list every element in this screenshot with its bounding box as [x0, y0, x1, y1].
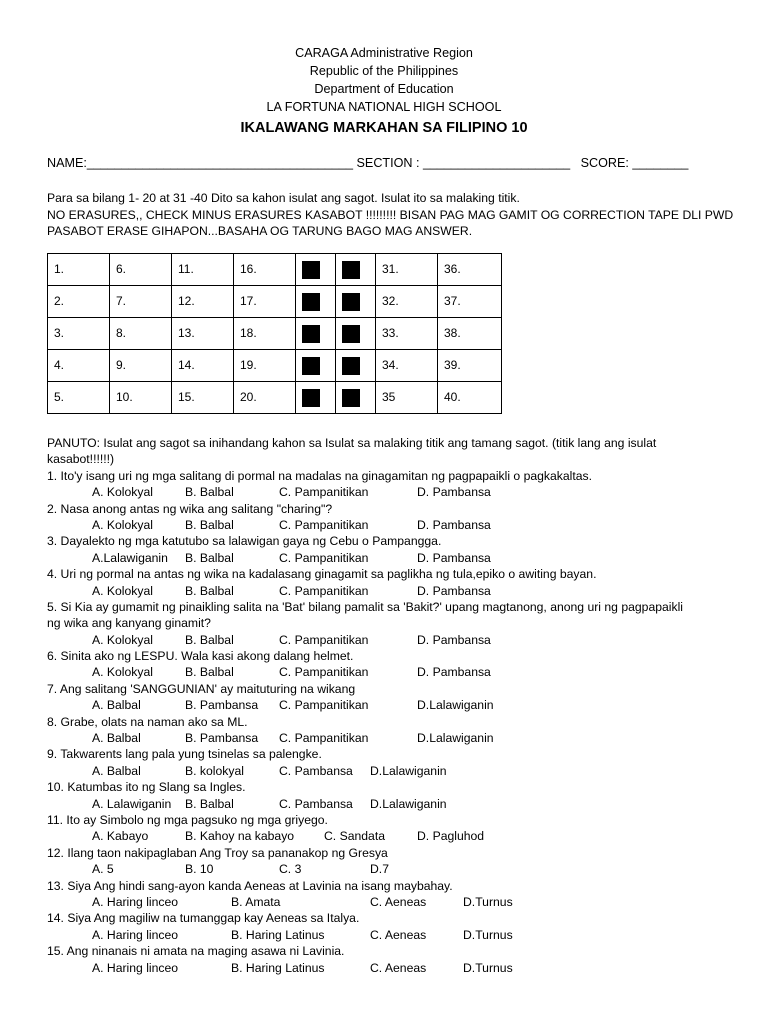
instructions — [47, 190, 737, 240]
question-text: 5. Si Kia ay gumamit ng pinaikling salita na 'Bat' bilang pamalit sa 'Bakit?' upang magtanong, anong uri ng pagpapaikli — [47, 599, 684, 614]
question-text: 1. Ito'y isang uri ng mga salitang di pormal na madalas na ginagamitan ng pagpapaikli o pagkakaltas. — [47, 468, 593, 483]
choice-option: D.Lalawiganin — [370, 796, 447, 811]
choice-option: A. Kolokyal — [92, 665, 153, 680]
answer-table-row — [48, 382, 502, 414]
choice-option: C. Pampanitikan — [279, 485, 369, 500]
choice-option: A. Lalawiganin — [92, 796, 172, 811]
choice-row — [47, 583, 737, 599]
answer-cell[interactable]: 7. — [110, 286, 172, 318]
answer-cell[interactable]: 3. — [48, 318, 110, 350]
choice-option: D.Turnus — [463, 960, 513, 975]
answer-cell[interactable]: 18. — [234, 318, 296, 350]
answer-table-row — [48, 254, 502, 286]
choice-option: C. Aeneas — [370, 960, 427, 975]
answer-cell[interactable]: 1. — [48, 254, 110, 286]
choice-row — [47, 861, 737, 877]
exam-header — [0, 44, 768, 138]
school-line: LA FORTUNA NATIONAL HIGH SCHOOL — [266, 100, 502, 114]
choice-option: B. Amata — [231, 894, 281, 909]
department-line: Department of Education — [314, 82, 454, 96]
black-box — [302, 261, 320, 279]
choice-option: C. Aeneas — [370, 894, 427, 909]
question-text: 14. Siya Ang magiliw na tumanggap kay Aeneas sa Italya. — [47, 911, 360, 926]
choice-option: A. Haring linceo — [92, 894, 179, 909]
choice-option: D. Pambansa — [417, 485, 491, 500]
choice-option: A. Kolokyal — [92, 485, 153, 500]
blocked-cell — [336, 286, 376, 318]
question-text: 15. Ang ninanais ni amata na maging asawa ni Lavinia. — [47, 944, 345, 959]
question-text: 11. Ito ay Simbolo ng mga pagsuko ng mga griyego. — [47, 812, 328, 827]
instruction-line: NO ERASURES,, CHECK MINUS ERASURES KASABOT !!!!!!!!! BISAN PAG MAG GAMIT OG CORRECTION TAPE DLI PWD — [47, 207, 734, 222]
choice-option: D.Turnus — [463, 927, 513, 942]
answer-cell[interactable]: 11. — [172, 254, 234, 286]
choice-option: B. 10 — [185, 862, 214, 877]
choice-option: B. Haring Latinus — [231, 927, 325, 942]
answer-cell[interactable]: 37. — [438, 286, 502, 318]
choice-row — [47, 927, 737, 943]
choice-option: D. Pambansa — [417, 550, 491, 565]
choice-option: D.7 — [370, 862, 389, 877]
question-text: ng wika ang kanyang ginamit? — [47, 616, 211, 631]
question-text: 7. Ang salitang 'SANGGUNIAN' ay maituturing na wikang — [47, 681, 356, 696]
question-text: 13. Siya Ang hindi sang-ayon kanda Aeneas at Lavinia na isang maybahay. — [47, 878, 453, 893]
choice-row — [47, 960, 737, 976]
choice-option: B. Balbal — [185, 517, 234, 532]
choice-option: C. Pampanitikan — [279, 550, 369, 565]
answer-cell[interactable]: 5. — [48, 382, 110, 414]
answer-cell[interactable]: 15. — [172, 382, 234, 414]
choice-option: A.Lalawiganin — [92, 550, 168, 565]
choice-option: B. Balbal — [185, 796, 234, 811]
question-text: 9. Takwarents lang pala yung tsinelas sa palengke. — [47, 747, 322, 762]
answer-cell[interactable]: 33. — [376, 318, 438, 350]
choice-option: A. Haring linceo — [92, 927, 179, 942]
choice-option: A. Balbal — [92, 698, 141, 713]
choice-option: C. Pampanitikan — [279, 583, 369, 598]
choice-row — [47, 894, 737, 910]
black-box — [342, 389, 360, 407]
answer-cell[interactable]: 39. — [438, 350, 502, 382]
choice-option: D.Lalawiganin — [417, 698, 494, 713]
choice-option: D.Lalawiganin — [417, 731, 494, 746]
choice-option: B. Balbal — [185, 583, 234, 598]
choice-option: B. Balbal — [185, 550, 234, 565]
choice-option: A. Kolokyal — [92, 583, 153, 598]
choice-option: B. Pambansa — [185, 698, 259, 713]
question-text: 10. Katumbas ito ng Slang sa Ingles. — [47, 780, 246, 795]
questions-list — [47, 435, 737, 976]
choice-row — [47, 517, 737, 533]
answer-cell[interactable]: 2. — [48, 286, 110, 318]
choice-option: D. Pagluhod — [417, 829, 485, 844]
answer-cell[interactable]: 4. — [48, 350, 110, 382]
blocked-cell — [336, 318, 376, 350]
answer-cell[interactable]: 10. — [110, 382, 172, 414]
answer-cell[interactable]: 13. — [172, 318, 234, 350]
choice-option: C. Pampanitikan — [279, 698, 369, 713]
choice-option: D.Lalawiganin — [370, 763, 447, 778]
choice-option: C. Aeneas — [370, 927, 427, 942]
question-text: 8. Grabe, olats na naman ako sa ML. — [47, 714, 248, 729]
choice-option: D. Pambansa — [417, 583, 491, 598]
answer-table-row — [48, 350, 502, 382]
blocked-cell — [296, 286, 336, 318]
choice-option: A. Kabayo — [92, 829, 149, 844]
black-box — [302, 389, 320, 407]
instruction-line: Para sa bilang 1- 20 at 31 -40 Dito sa kahon isulat ang sagot. Isulat ito sa malaking titik. — [47, 191, 520, 205]
panuto-line: PANUTO: Isulat ang sagot sa inihandang kahon sa Isulat sa malaking titik ang tamang sagot. (titik lang ang isulat — [47, 436, 657, 450]
answer-cell[interactable]: 16. — [234, 254, 296, 286]
blocked-cell — [296, 382, 336, 414]
answer-cell[interactable]: 36. — [438, 254, 502, 286]
choice-option: A. Kolokyal — [92, 517, 153, 532]
choice-row — [47, 697, 737, 713]
choice-option: B. Kahoy na kabayo — [185, 829, 295, 844]
answer-cell[interactable]: 40. — [438, 382, 502, 414]
answer-cell[interactable]: 19. — [234, 350, 296, 382]
choice-row — [47, 632, 737, 648]
republic-line: Republic of the Philippines — [309, 64, 459, 78]
blocked-cell — [296, 318, 336, 350]
answer-cell[interactable]: 38. — [438, 318, 502, 350]
choice-option: C. Pampanitikan — [279, 632, 369, 647]
choice-option: D. Pambansa — [417, 517, 491, 532]
choice-row — [47, 828, 737, 844]
panuto-line: kasabot!!!!!!) — [47, 452, 115, 467]
answer-cell[interactable]: 12. — [172, 286, 234, 318]
choice-option: C. Pampanitikan — [279, 517, 369, 532]
black-box — [342, 357, 360, 375]
choice-option: C. Pampanitikan — [279, 665, 369, 680]
blocked-cell — [336, 382, 376, 414]
question-text: 3. Dayalekto ng mga katutubo sa lalawigan gaya ng Cebu o Pampangga. — [47, 534, 442, 549]
choice-option: B. Balbal — [185, 485, 234, 500]
answer-cell[interactable]: 9. — [110, 350, 172, 382]
choice-option: B. Balbal — [185, 632, 234, 647]
black-box — [302, 293, 320, 311]
question-text: 12. Ilang taon nakipaglaban Ang Troy sa pananakop ng Gresya — [47, 845, 388, 860]
choice-option: C. Pampanitikan — [279, 731, 369, 746]
choice-option: C. Pambansa — [279, 796, 353, 811]
blocked-cell — [296, 350, 336, 382]
exam-title: IKALAWANG MARKAHAN SA FILIPINO 10 — [240, 120, 528, 136]
choice-option: D. Pambansa — [417, 632, 491, 647]
choice-option: A. Balbal — [92, 731, 141, 746]
choice-row — [47, 484, 737, 500]
choice-option: D.Turnus — [463, 894, 513, 909]
choice-option: C. Pambansa — [279, 763, 353, 778]
black-box — [342, 293, 360, 311]
choice-option: A. Haring linceo — [92, 960, 179, 975]
choice-row — [47, 763, 737, 779]
choice-option: B. Haring Latinus — [231, 960, 325, 975]
region-line: CARAGA Administrative Region — [295, 46, 473, 60]
answer-cell[interactable]: 31. — [376, 254, 438, 286]
choice-option: C. 3 — [279, 862, 302, 877]
choice-row — [47, 550, 737, 566]
choice-option: A. Kolokyal — [92, 632, 153, 647]
black-box — [302, 325, 320, 343]
choice-option: A. Balbal — [92, 763, 141, 778]
answer-cell[interactable]: 20. — [234, 382, 296, 414]
answer-cell[interactable]: 17. — [234, 286, 296, 318]
choice-row — [47, 796, 737, 812]
choice-row — [47, 730, 737, 746]
choice-option: B. Balbal — [185, 665, 234, 680]
answer-table-row — [48, 318, 502, 350]
answer-cell[interactable]: 6. — [110, 254, 172, 286]
answer-table — [47, 253, 502, 414]
blocked-cell — [296, 254, 336, 286]
answer-table-row — [48, 286, 502, 318]
instruction-line: PASABOT ERASE GIHAPON...BASAHA OG TARUNG BAGO MAG ANSWER. — [47, 224, 473, 238]
choice-option: B. kolokyal — [185, 763, 244, 778]
name-section-score-row: NAME:______________________________________ SECTION : _____________________ SCORE: ________ — [47, 156, 689, 170]
black-box — [342, 325, 360, 343]
question-text: 4. Uri ng pormal na antas ng wika na kadalasang ginagamit sa paglikha ng tula,epiko o awiting bayan. — [47, 567, 597, 582]
answer-cell[interactable]: 8. — [110, 318, 172, 350]
black-box — [302, 357, 320, 375]
blocked-cell — [336, 350, 376, 382]
answer-cell[interactable]: 35 — [376, 382, 438, 414]
question-text: 6. Sinita ako ng LESPU. Wala kasi akong dalang helmet. — [47, 649, 354, 664]
choice-row — [47, 664, 737, 680]
choice-option: A. 5 — [92, 862, 114, 877]
choice-option: D. Pambansa — [417, 665, 491, 680]
choice-option: B. Pambansa — [185, 731, 259, 746]
answer-cell[interactable]: 34. — [376, 350, 438, 382]
answer-cell[interactable]: 32. — [376, 286, 438, 318]
black-box — [342, 261, 360, 279]
question-text: 2. Nasa anong antas ng wika ang salitang "charing"? — [47, 501, 333, 516]
answer-cell[interactable]: 14. — [172, 350, 234, 382]
blocked-cell — [336, 254, 376, 286]
choice-option: C. Sandata — [324, 829, 385, 844]
